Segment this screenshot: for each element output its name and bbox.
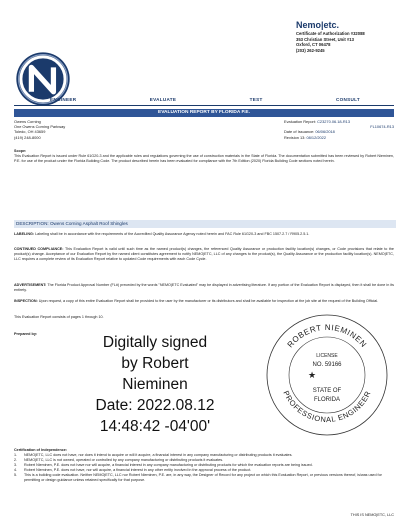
company-line-3: Oxford, CT 06478: [296, 42, 331, 48]
description-bar: DESCRIPTION: Owens Corning Asphalt Roof Shingles: [14, 220, 396, 228]
signature-line-1: Digitally signed: [102, 334, 208, 351]
revision-label: Revision 13:: [284, 134, 306, 140]
independence-section: [14, 448, 394, 483]
seal-state: STATE OF: [312, 388, 342, 394]
scope-heading: Scope:: [14, 149, 27, 153]
signature-line-2: by Robert: [121, 355, 189, 372]
labeling-paragraph: [14, 232, 394, 237]
independence-heading: Certification of Independence:: [14, 448, 68, 452]
svg-text:PROFESSIONAL ENGINEER: [281, 389, 372, 424]
applicant-block: [14, 119, 65, 140]
nav-engineer: ENGINEER: [50, 97, 77, 102]
advertisement-label: ADVERTISEMENT:: [14, 283, 47, 287]
pages-text: This Evaluation Report consists of pages 1 through 10.: [14, 315, 104, 319]
page-footer: THIS IS NEMO|ETC, LLC: [350, 513, 394, 517]
compliance-label: CONTINUED COMPLIANCE:: [14, 247, 64, 251]
advertisement-text: The Florida Product Approval Number (FL#) preceded by the words "NEMO|ETC Evaluated" may be displayed in advertising literature. If any portion of the Evaluation Report is displayed, then it shall be done in its entirety.: [14, 283, 394, 292]
applicant-name: Owens Corning: [14, 119, 41, 124]
header-divider: [14, 105, 394, 106]
seal-top-text: ROBERT NIEMINEN: [285, 322, 369, 350]
scope-section: [14, 149, 394, 164]
nav-consult: CONSULT: [336, 97, 360, 102]
labeling-text: Labeling shall be in accordance with the requirements of the Accredited Quality Assurance Agency noted herein and FAC Rule 61G20-3 and FBC 1507.2.7 / R905.2.5.1.: [35, 232, 310, 236]
issue-date: 06/06/2018: [315, 129, 335, 135]
applicant-address-2: Toledo, OH 43659: [14, 129, 46, 135]
svg-text:★: ★: [307, 370, 317, 380]
applicant-address-1: One Owens Corning Parkway: [14, 124, 66, 130]
services-nav: [20, 97, 390, 102]
seal-florida: FLORIDA: [313, 397, 341, 403]
company-line-1: Certificate of Authorization #32088: [296, 31, 365, 36]
svg-text:ROBERT NIEMINEN: [286, 323, 369, 349]
company-line-4: (203) 262-9245: [296, 47, 325, 53]
inspection-label: INSPECTION:: [14, 299, 38, 303]
pe-seal-icon: [262, 310, 392, 440]
list-item: 1. NEMO|ETC, LLC does not have, nor does it intend to acquire or will it acquire, a financial interest in any company manufacturing or distributing products it evaluates.: [14, 453, 293, 457]
list-item: 4. Robert Nieminen, P.E. does not have, nor will acquire, a financial interest in any other entity involved in the approval process of the product.: [14, 468, 252, 472]
signature-line-3: Nieminen: [122, 376, 188, 393]
company-address-block: [264, 20, 394, 53]
nav-test: TEST: [249, 97, 263, 102]
seal-number: NO. 59166: [312, 362, 342, 368]
signature-line-4: Date: 2022.08.12: [95, 397, 215, 414]
compliance-text: This Evaluation Report is valid until such time as the named product(s) changes, the referenced Quality Assurance or production facility location(s) changes, or Code provisions that relate to the product(s) change. Acceptance of our Evaluation Report by the named client constitutes agreement to notify NEMO|ETC, LLC of any changes to the product(s), the Quality Assurance or the production facility location(s). NEMO|ETC, LLC requires a complete review of its Evaluation Report relative to updated Code requirements with each Code Cycle.: [14, 247, 394, 261]
digital-signature: [70, 332, 240, 437]
applicant-phone: (419) 248-8000: [14, 134, 41, 140]
nav-evaluate: EVALUATE: [149, 97, 177, 102]
prepared-by-label: Prepared by:: [14, 332, 38, 336]
seal-license: LICENSE: [316, 353, 338, 359]
labeling-label: LABELING:: [14, 232, 35, 236]
seal-bottom-text: PROFESSIONAL ENGINEER: [281, 389, 373, 425]
continued-compliance-paragraph: [14, 247, 394, 262]
revision-date: 08/12/2022: [306, 134, 326, 140]
report-number-label: Evaluation Report:: [284, 119, 317, 124]
list-item: 3. Robert Nieminen, P.E. does not have nor will acquire, a financial interest in any company manufacturing or distributing products for which the evaluation reports are being issued.: [14, 463, 313, 467]
list-item: 5. This is a building code evaluation. Neither NEMO|ETC, LLC nor Robert Nieminen, P.E. are, in any way, the Designer of Record for any project on which this Evaluation Report, or previous versions thereof, is/was used for permitting or design guidance unless retained specifically for that purpose.: [14, 473, 382, 482]
report-numbers: [284, 119, 394, 140]
report-number: C23270.06.18-R13: [317, 119, 350, 124]
report-title-bar: EVALUATION REPORT BY FLORIDA P.E.: [14, 109, 394, 117]
report-info-block: [14, 119, 394, 145]
signature-line-5: 14:48:42 -04'00': [99, 418, 211, 435]
company-line-2: 353 Christian Street, Unit #13: [296, 36, 354, 42]
fl-number: FL10674-R13: [370, 124, 394, 130]
issue-label: Date of Issuance:: [284, 129, 315, 135]
company-name: Nemo|etc.: [296, 20, 340, 30]
inspection-paragraph: [14, 299, 394, 304]
list-item: 2. NEMO|ETC, LLC is not owned, operated or controlled by any company manufacturing or distributing products it evaluates.: [14, 458, 224, 462]
scope-text: This Evaluation Report is issued under Rule 61G20-3 and the applicable rules and regulations governing the use of construction materials in the State of Florida. The documentation submitted has been reviewed by Robert Nieminen, P.E. for use of the product under the Florida Building Code. The product described herein has been evaluated for compliance with the 7th Edition (2020) Florida Building Code sections noted herein.: [14, 154, 394, 163]
inspection-text: Upon request, a copy of this entire Evaluation Report shall be provided to the user by the manufacturer or its distributors and shall be available for inspection at the job site at the request of the Building Official.: [38, 299, 379, 303]
advertisement-paragraph: [14, 283, 394, 293]
